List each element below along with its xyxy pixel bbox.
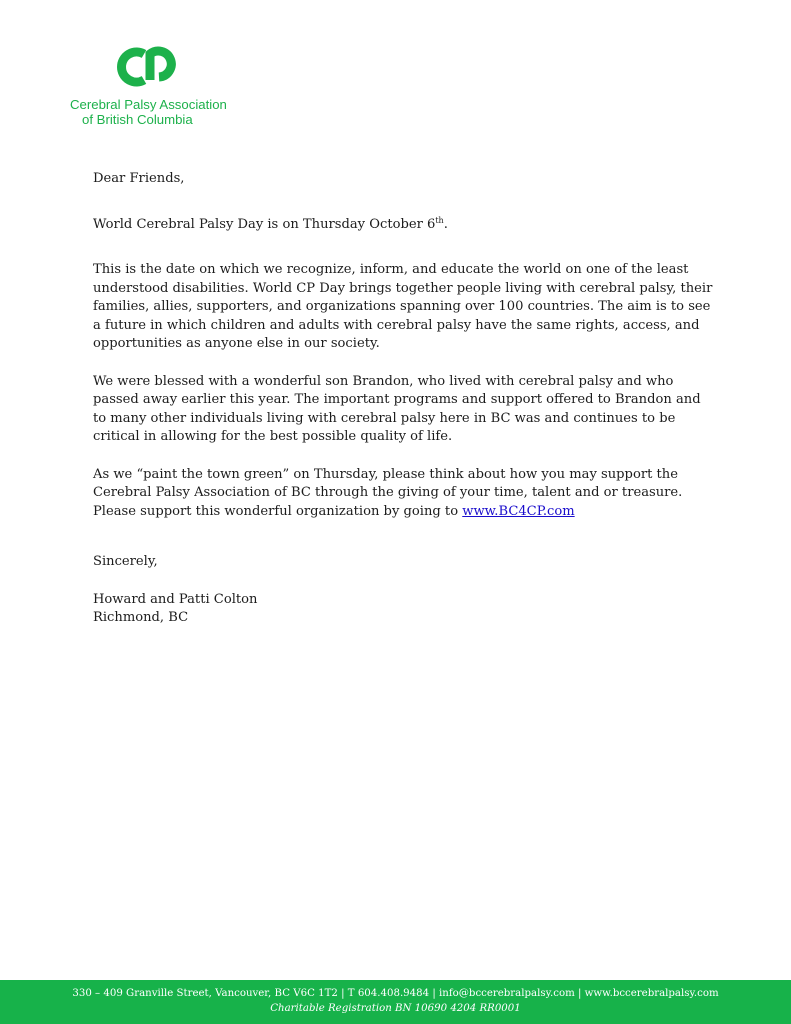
paragraph-support-text: As we “paint the town green” on Thursday, please think about how you may support the Cerebral Palsy Association of BC through the giving of your time, talent and or treasure. Please support this wonderful organization by going to: [93, 466, 683, 519]
paragraph-support: [93, 466, 713, 522]
footer-registration: Charitable Registration BN 10690 4204 RR0001: [270, 1003, 521, 1014]
organization-name-line1: Cerebral Palsy Association: [70, 97, 227, 112]
paragraph-world-cp-day: This is the date on which we recognize, inform, and educate the world on one of the least understood disabilities. World CP Day brings together people living with cerebral palsy, their families, allies, supporters, and organizations spanning over 100 countries. The aim is to see a future in which children and adults with cerebral palsy have the same rights, access, and opportunities as anyone else in our society.: [93, 262, 713, 351]
letter-body: [93, 170, 713, 628]
donation-link[interactable]: www.BC4CP.com: [462, 503, 575, 519]
ordinal-suffix: th: [435, 215, 444, 225]
salutation: Dear Friends,: [93, 171, 185, 186]
footer-address: 330 – 409 Granville Street, Vancouver, BC V6C 1T2 | T 604.408.9484 | info@bccerebralpalsy.com | www.bccerebralpalsy.com: [72, 988, 719, 999]
signature-name: Howard and Patti Colton: [93, 591, 258, 607]
organization-name: [70, 97, 227, 127]
announcement-text: World Cerebral Palsy Day is on Thursday October 6: [93, 216, 436, 232]
signature-place: Richmond, BC: [93, 610, 189, 625]
organization-name-line2: of British Columbia: [82, 112, 193, 127]
footer-bar: [0, 980, 791, 1024]
announcement-period: .: [443, 216, 448, 232]
cp-infinity-logo-icon: [114, 44, 186, 90]
closing: Sincerely,: [93, 554, 158, 569]
announcement: [93, 216, 713, 235]
paragraph-brandon: We were blessed with a wonderful son Brandon, who lived with cerebral palsy and who passed away earlier this year. The important programs and support offered to Brandon and to many other individuals living with cerebral palsy here in BC was and continues to be critical in allowing for the best possible quality of life.: [93, 373, 701, 444]
